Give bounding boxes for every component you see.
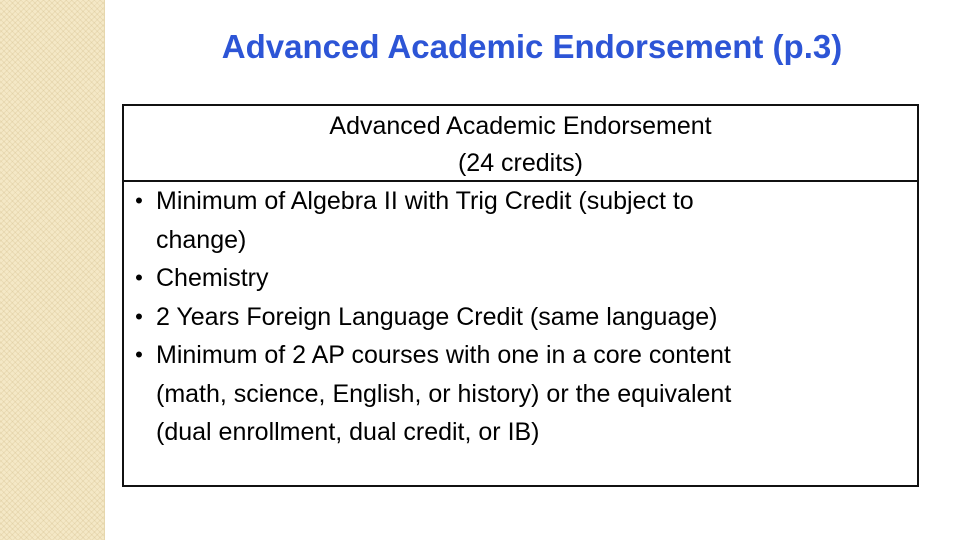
list-item <box>124 259 917 298</box>
list-item <box>124 336 917 452</box>
table-header <box>124 106 917 182</box>
bullet-icon: • <box>135 303 143 329</box>
list-item <box>124 298 917 337</box>
bullet-icon: • <box>135 188 143 213</box>
requirement-text-line: Minimum of Algebra II with Trig Credit (subject to <box>156 187 694 215</box>
endorsement-table <box>122 104 919 487</box>
requirement-list <box>124 182 917 452</box>
requirement-text-line: Minimum of 2 AP courses with one in a core content <box>156 341 731 369</box>
requirement-text-line: (math, science, English, or history) or the equivalent <box>156 379 732 408</box>
slide-title: Advanced Academic Endorsement (p.3) <box>221 28 843 65</box>
table-header-credits: (24 credits) <box>457 149 584 177</box>
bullet-icon: • <box>135 265 143 290</box>
list-item <box>124 182 917 259</box>
decorative-side-strip <box>0 0 105 540</box>
requirement-text-line: (dual enrollment, dual credit, or IB) <box>156 418 540 446</box>
requirement-text-line: change) <box>156 225 247 254</box>
table-header-title: Advanced Academic Endorsement <box>329 112 712 140</box>
requirement-text-line: Chemistry <box>156 264 269 292</box>
bullet-icon: • <box>135 342 143 367</box>
requirement-text-line: 2 Years Foreign Language Credit (same language) <box>156 302 718 331</box>
